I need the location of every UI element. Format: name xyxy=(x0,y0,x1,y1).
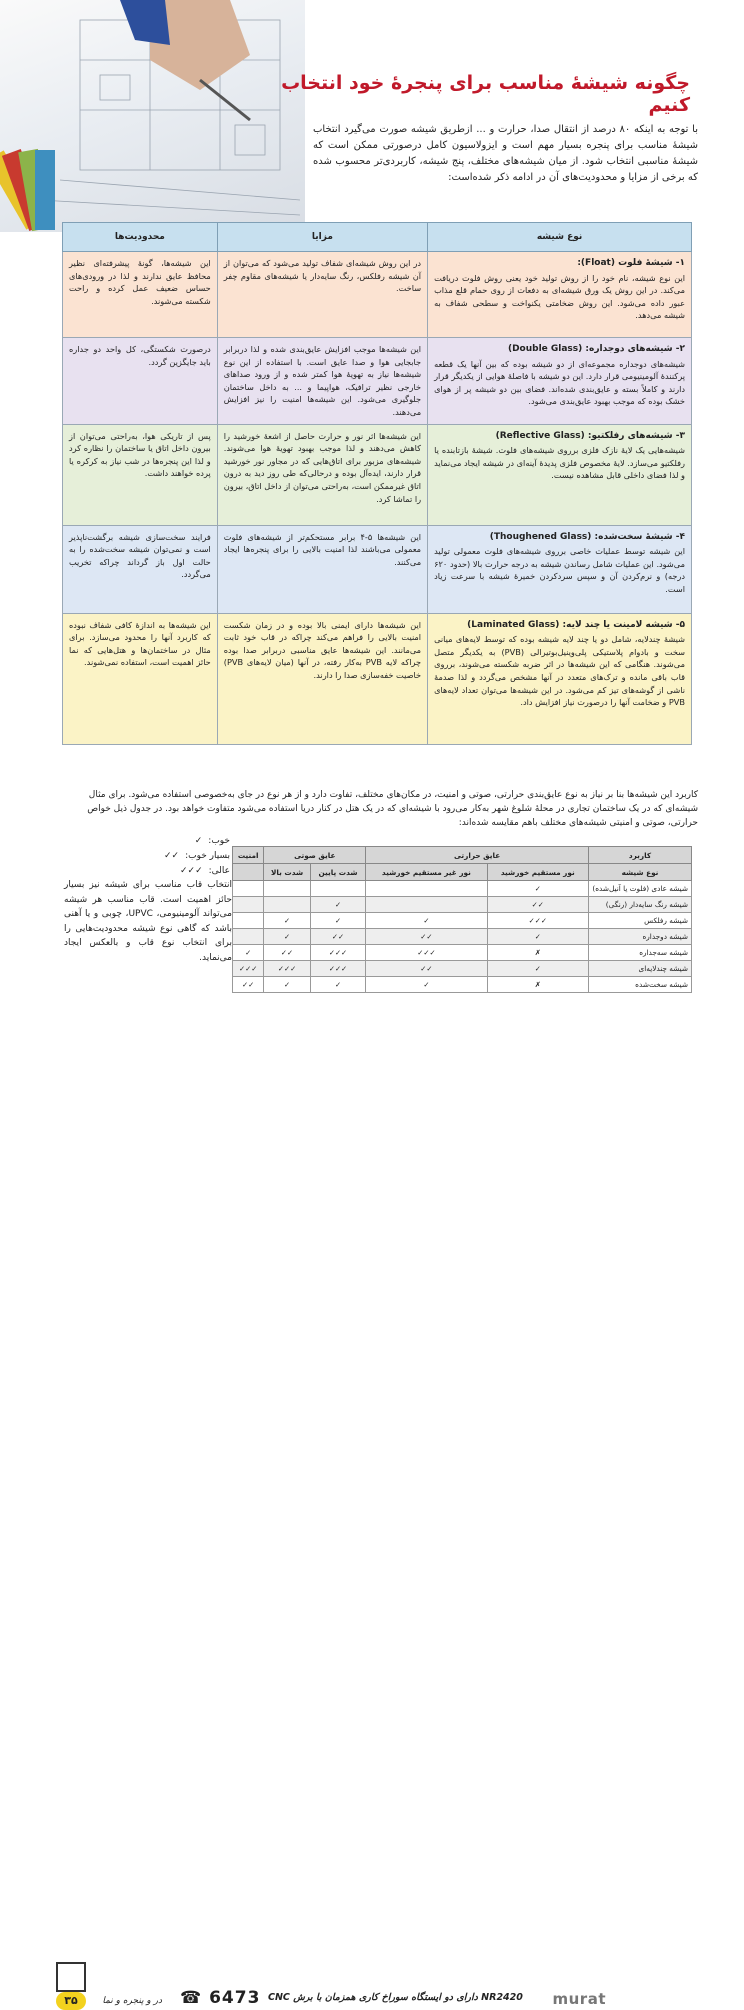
glass-name-cell: شیشه سخت‌شده xyxy=(589,977,692,993)
glass-name-cell: شیشه رفلکس xyxy=(589,913,692,929)
legend-item: خوب:✓ xyxy=(142,834,230,849)
glass-types-table xyxy=(62,222,692,745)
rating-cell: ✓✓✓ xyxy=(264,961,310,977)
subheader-high: شدت بالا xyxy=(264,864,310,881)
pros-cell: این شیشه‌ها اثر نور و حرارت حاصل از اشعهٔ خورشید را کاهش می‌دهند و لذا موجب بهبود تهویهٔ هوا می‌شوند. شیشه‌های مزبور برای اتاق‌هایی که در مجاور نور خورشید قرار دارند، ایده‌آل بوده و درحالی‌که طی روز دید به درون اتاق غیرممکن است، به‌راحتی می‌توان از داخل اتاق، بیرون را تماشا کرد. xyxy=(217,424,427,525)
glass-name-cell: شیشه عادی (فلوت یا آنیل‌شده) xyxy=(589,881,692,897)
page-title: چگونه شیشهٔ مناسب برای پنجرهٔ خود انتخاب کنیم xyxy=(281,72,690,116)
glass-name-cell: شیشه دوجداره xyxy=(589,929,692,945)
subheader-direct: نور مستقیم خورشید xyxy=(487,864,588,881)
rating-cell: ✓ xyxy=(310,977,365,993)
rating-cell: ✓✓ xyxy=(264,945,310,961)
rating-cell: ✓✓✓ xyxy=(310,945,365,961)
rating-cell: ✓ xyxy=(264,929,310,945)
comparison-row xyxy=(233,961,692,977)
rating-cell xyxy=(366,881,487,897)
rating-cell: ✗ xyxy=(487,977,588,993)
glass-type-text: شیشه‌های دوجداره مجموعه‌ای از دو شیشه بوده که بین آنها یک قطعه پرکنندهٔ آلومینیومی قرار دارد. این دو شیشه با فاصلهٔ هوایی از یکدیگر قرار دارند و کاملاً بسته و عایق‌بندی شده‌اند. فضای بین دو شیشه پر از هوای خشک بوده که موجب بهبود عایق‌بندی می‌شود. xyxy=(434,358,685,407)
cons-cell: این شیشه‌ها، گونهٔ پیشرفته‌ای نظیر محافظ عایق ندارند و لذا در ورودی‌های حساس ضعیف عمل کرده و راحت شکسته می‌شوند. xyxy=(63,252,218,338)
pros-cell: این شیشه‌ها موجب افزایش عایق‌بندی شده و لذا دربرابر جابجایی هوا و صدا عایق است. با استفاده از این نوع شیشه‌ها نیاز به تهویهٔ هوا کمتر شده و از ورود صداهای خارجی نظیر ترافیک، هواپیما و ... به داخل ساختمان جلوگیری می‌شود. این شیشه‌ها امنیت را نیز افزایش می‌دهند. xyxy=(217,338,427,425)
check-icon: ✓ xyxy=(194,836,203,846)
rating-cell: ✓ xyxy=(366,977,487,993)
comparison-row xyxy=(233,945,692,961)
checkmark-legend xyxy=(142,834,230,879)
usage-paragraph: کاربرد این شیشه‌ها بنا بر نیاز به نوع عایق‌بندی حرارتی، صوتی و امنیت، در مکان‌های مختلف، تفاوت دارد و از هر نوع در جای به‌خصوصی استفاده می‌شود. برای مثال شیشه‌ای که در یک ساختمان تجاری در محلهٔ شلوغ شهر به‌کار می‌رود با شیشه‌ای که در یک هتل در کنار دریا استفاده می‌شود متفاوت خواهد بود. در جدول ذیل خواص حرارتی، صوتی و امنیتی شیشه‌های مختلف باهم مقایسه شده‌اند: xyxy=(87,790,698,828)
intro-paragraph: با توجه به اینکه ۸۰ درصد از انتقال صدا، حرارت و ... ازطریق شیشه صورت می‌گیرد انتخاب شیشهٔ مناسب برای پنجره بسیار مهم است و ایزولاسیون کامل درصورتی ممکن است که شیشهٔ مناسبی انتخاب شود. از میان شیشه‌های مختلف، پنج شیشه، کاربردی‌تر محسوب شده که برخی از مزایا و محدودیت‌های آن در ادامه ذکر شده‌است: xyxy=(313,124,698,183)
glass-type-text: شیشهٔ چندلایه، شامل دو یا چند لایه شیشه بوده که توسط لایه‌های میانی سخت و بادوام پلاستیکی پلی‌وینیل‌بوتیرالی (PVB) به یکدیگر متصل می‌شوند. هنگامی که این شیشه‌ها در اثر ضربه شکسته می‌شوند، برروی قاب باقی مانده و ترک‌های متعدد در آنها مشخص می‌گردد و لذا صدمهٔ ناشی از گوشه‌های تیز کم می‌شود. در این شیشه‌ها می‌توان تعداد لایه‌های PVB و ضخامت آنها را درصورت نیاز افزایش داد. xyxy=(434,634,685,708)
header-acoustic: عایق صوتی xyxy=(264,847,366,864)
subheader-indirect: نور غیر مستقیم خورشید xyxy=(366,864,487,881)
phone-icon: ☎ xyxy=(180,1988,210,2008)
comparison-row xyxy=(233,881,692,897)
table-row xyxy=(63,252,692,338)
rating-cell: ✓✓ xyxy=(366,961,487,977)
frame-note: انتخاب قاب مناسب برای شیشه نیز بسیار حائز اهمیت است. قاب مناسب هر شیشه می‌تواند آلومینیومی، UPVC، چوبی و یا آهنی باشد که گاهی نوع شیشه محدودیت‌هایی را برای انتخاب نوع قاب و بالعکس ایجاد می‌نماید. xyxy=(64,880,232,963)
glass-type-title: ۲- شیشه‌های دوجداره: (Double Glass) xyxy=(507,344,685,354)
rating-cell xyxy=(264,881,310,897)
rating-cell: ✓ xyxy=(310,913,365,929)
footer xyxy=(0,990,744,2008)
glass-name-cell: شیشه چندلایه‌ای xyxy=(589,961,692,977)
table-row xyxy=(63,338,692,425)
brand-logo: murat xyxy=(552,1990,606,2008)
blueprint-photo xyxy=(0,0,305,232)
rating-cell: ✓✓✓ xyxy=(366,945,487,961)
rating-cell: ✗ xyxy=(487,945,588,961)
magazine-name: در و پنجره و نما xyxy=(102,1996,162,2006)
rating-cell: ✓✓✓ xyxy=(233,961,264,977)
rating-cell: ✓ xyxy=(487,929,588,945)
comparison-row xyxy=(233,913,692,929)
rating-cell: ✓✓ xyxy=(233,977,264,993)
rating-cell: ✓ xyxy=(264,913,310,929)
header-cons: محدودیت‌ها xyxy=(63,223,218,252)
rating-cell xyxy=(233,897,264,913)
check-icon: ✓✓✓ xyxy=(179,866,203,876)
magazine-logo-icon xyxy=(56,1962,86,1992)
table-row xyxy=(63,525,692,613)
rating-cell xyxy=(233,929,264,945)
subheader-sec xyxy=(233,864,264,881)
rating-cell: ✓ xyxy=(264,977,310,993)
glass-type-title: ۱- شیشهٔ فلوت (Float): xyxy=(577,258,685,268)
cons-cell: این شیشه‌ها به اندازهٔ کافی شفاف نبوده که کاربرد آنها را محدود می‌سازد. برای مثال در ساختمان‌ها و هتل‌هایی که نما حائز اهمیت است، استفاده نمی‌شوند. xyxy=(63,613,218,744)
comparison-row xyxy=(233,897,692,913)
comparison-table xyxy=(232,846,692,993)
header-thermal: عایق حرارتی xyxy=(366,847,589,864)
rating-cell: ✓✓ xyxy=(310,929,365,945)
legend-item: بسیار خوب:✓✓ xyxy=(142,849,230,864)
glass-name-cell: شیشه رنگ سایه‌دار (رنگی) xyxy=(589,897,692,913)
rating-cell: ✓✓✓ xyxy=(310,961,365,977)
check-icon: ✓✓ xyxy=(163,851,180,861)
header-security: امنیت xyxy=(233,847,264,864)
rating-cell: ✓✓ xyxy=(487,897,588,913)
rating-cell xyxy=(264,897,310,913)
glass-type-text: شیشه‌هایی یک لایهٔ نازک فلزی برروی شیشه‌های فلوت. شیشهٔ بازتابنده یا رفلکتیو می‌سازد. لایهٔ مخصوص فلزی پدیدهٔ آینه‌ای در شیشه ایجاد می‌نماید و لذا فضای داخلی قابل مشاهده نیست. xyxy=(434,445,685,481)
rating-cell: ✓✓ xyxy=(366,929,487,945)
rating-cell xyxy=(233,881,264,897)
cons-cell: پس از تاریکی هوا، به‌راحتی می‌توان از بیرون داخل اتاق یا ساختمان را نظاره کرد و لذا این پنجره‌ها در شب نیاز به کرکره یا پرده خواهند داشت. xyxy=(63,424,218,525)
rating-cell: ✓ xyxy=(487,881,588,897)
page-number: ۳۵ xyxy=(56,1992,86,2010)
glass-type-title: ۳- شیشه‌های رفلکتیو: (Reflective Glass) xyxy=(495,430,685,441)
glass-type-text: این شیشه توسط عملیات خاصی برروی شیشه‌های فلوت معمولی تولید می‌شود. این عملیات شامل رساندن شیشه به درجه حرارت بالا (حدود ۶۲۰ درجه) و نرم‌کردن آن و سپس سردکردن خمیرهٔ شیشه با سرعت زیاد است. xyxy=(434,546,685,594)
phone-number: ☎ 6473 xyxy=(180,1988,261,2008)
table-row xyxy=(63,424,692,525)
glass-type-title: ۴- شیشهٔ سخت‌شده: (Thoughened Glass) xyxy=(489,531,685,542)
ad-text: NR2420 دارای دو ایستگاه سوراخ کاری همزمان با برش CNC xyxy=(268,1992,523,2003)
comparison-row xyxy=(233,929,692,945)
header-type: نوع شیشه xyxy=(428,223,692,252)
glass-type-title: ۵- شیشه لامینت یا چند لایه: (Laminated Glass) xyxy=(467,619,685,630)
table-row xyxy=(63,613,692,744)
rating-cell: ✓ xyxy=(310,897,365,913)
rating-cell xyxy=(310,881,365,897)
legend-item: عالی:✓✓✓ xyxy=(142,864,230,879)
glass-type-text: این نوع شیشه، نام خود را از روش تولید خود یعنی روش فلوت دریافت می‌کند. در این روش یک ورق شیشه‌ای به دفعات از روی حمام قلع مذاب عبور داده می‌شود. این روش ضخامتی یکنواخت و سطحی شفاف به شیشه می‌دهد. xyxy=(434,272,685,321)
cons-cell: درصورت شکستگی، کل واحد دو جداره باید جایگزین گردد. xyxy=(63,338,218,425)
pros-cell: این شیشه‌ها دارای ایمنی بالا بوده و در زمان شکست امنیت بالایی را فراهم می‌کند چراکه در قاب خود ثابت می‌مانند. این شیشه‌ها عایق مناسبی دربرابر صدا بوده چراکه لایه PVB به‌کار رفته، در آنها (میان لایه‌های PVB) خاصیت خفه‌سازی صدا را دارند. xyxy=(217,613,427,744)
pros-cell: این شیشه‌ها ۵-۴ برابر مستحکم‌تر از شیشه‌های فلوت معمولی می‌باشند لذا امنیت بالایی را برای پنجره‌ها ایجاد می‌کنند. xyxy=(217,525,427,613)
rating-cell: ✓ xyxy=(233,945,264,961)
glass-name-cell: شیشه سه‌جداره xyxy=(589,945,692,961)
rating-cell: ✓ xyxy=(487,961,588,977)
rating-cell xyxy=(366,897,487,913)
pros-cell: در این روش شیشه‌ای شفاف تولید می‌شود که می‌توان از آن شیشه رفلکس، رنگ سایه‌دار یا شیشه‌های مقاوم چفر ساخت. xyxy=(217,252,427,338)
subheader-type: نوع شیشه xyxy=(589,864,692,881)
rating-cell: ✓ xyxy=(366,913,487,929)
header-usage: کاربرد xyxy=(589,847,692,864)
cons-cell: فرایند سخت‌سازی شیشه برگشت‌ناپذیر است و نمی‌توان شیشه سخت‌شده را به حالت اول باز گرداند چراکه تخریب می‌گردد. xyxy=(63,525,218,613)
header-pros: مزایا xyxy=(217,223,427,252)
rating-cell xyxy=(233,913,264,929)
rating-cell: ✓✓✓ xyxy=(487,913,588,929)
subheader-low: شدت پایین xyxy=(310,864,365,881)
